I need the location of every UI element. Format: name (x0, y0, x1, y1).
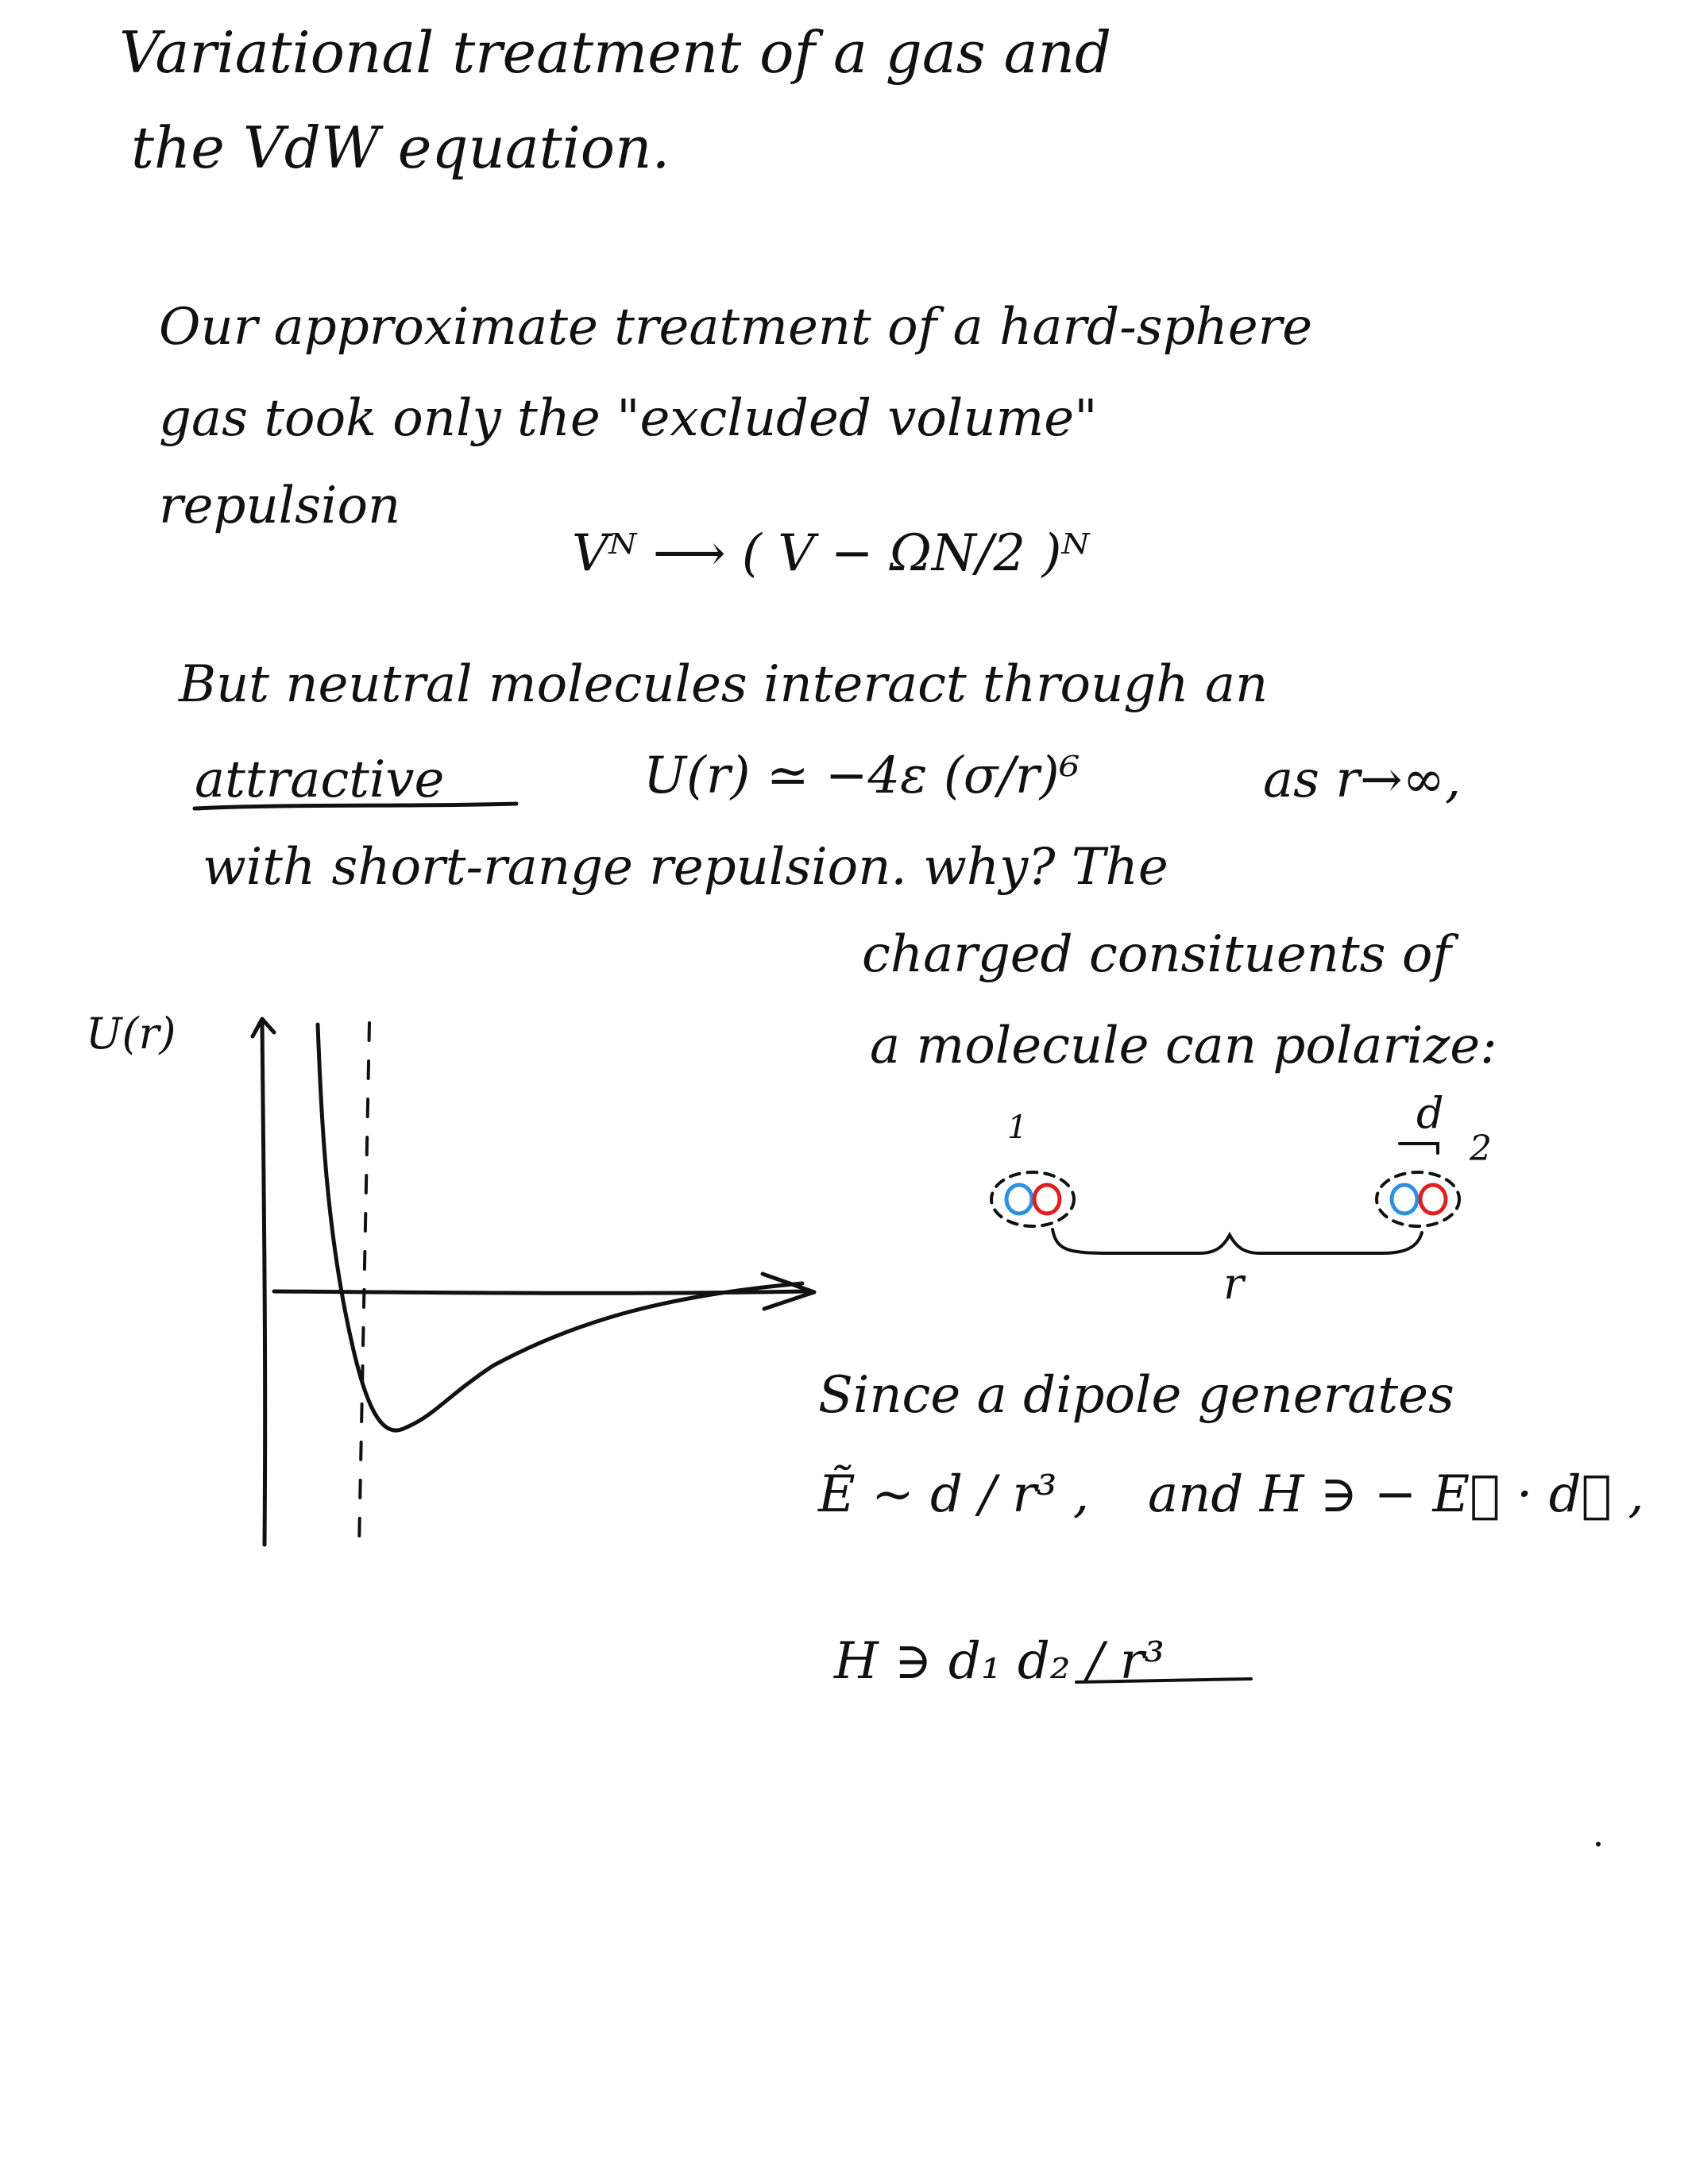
dipole-coupling-formula: and H ∋ − E⃗ · d⃗ , (1148, 1465, 1644, 1524)
title-line-1: Variational treatment of a gas and (119, 19, 1112, 86)
graph-y-axis (262, 1021, 265, 1545)
molecule-1-blue-charge (1006, 1185, 1032, 1214)
dipole-label-1: 1 (1007, 1109, 1028, 1146)
potential-graph (253, 1019, 814, 1549)
attraction-line-3: with short-range repulsion. why? The (203, 838, 1168, 897)
stray-dot (1596, 1842, 1601, 1846)
hard-core-dashed-line (359, 1023, 369, 1549)
attraction-line-5: a molecule can polarize: (870, 1017, 1497, 1075)
molecule-1-red-charge (1034, 1185, 1060, 1214)
title-line-2: the VdW equation. (131, 114, 670, 181)
potential-curve (318, 1024, 802, 1430)
hamiltonian-formula: H ∋ d₁ d₂ / r³ (834, 1632, 1165, 1691)
attraction-line-4: charged consituents of (862, 925, 1452, 984)
attractive-potential: U(r) ≃ −4ε (σ/r)⁶ (643, 747, 1080, 805)
dipole-field-formula: Ẽ ~ d / r³ , (818, 1465, 1090, 1524)
attractive-underline (195, 804, 516, 808)
dipole-label-2: 2 (1470, 1129, 1492, 1169)
separation-r-brace (1053, 1229, 1422, 1253)
dipole-label-r: r (1223, 1259, 1244, 1309)
graph-y-label: U(r) (86, 1009, 176, 1059)
attractive-word: attractive (195, 751, 445, 809)
excluded-volume-equation: Vᴺ ⟶ ( V − ΩN/2 )ᴺ (572, 524, 1090, 583)
molecule-2-red-charge (1420, 1185, 1446, 1214)
attraction-line-1: But neutral molecules interact through an (179, 655, 1269, 714)
molecule-2-blue-charge (1392, 1185, 1417, 1214)
intro-line-1: Our approximate treatment of a hard-sphere (159, 298, 1313, 357)
intro-line-3: repulsion (159, 477, 401, 535)
intro-line-2: gas took only the "excluded volume" (159, 389, 1098, 448)
dipole-diagram (991, 1144, 1459, 1253)
hamiltonian-fraction-bar (1076, 1679, 1251, 1682)
dipole-label-d: d (1416, 1088, 1444, 1138)
attractive-limit: as r→∞, (1263, 751, 1462, 809)
dipole-text-line-1: Since a dipole generates (818, 1366, 1454, 1425)
dipole-d-bracket (1400, 1144, 1438, 1153)
